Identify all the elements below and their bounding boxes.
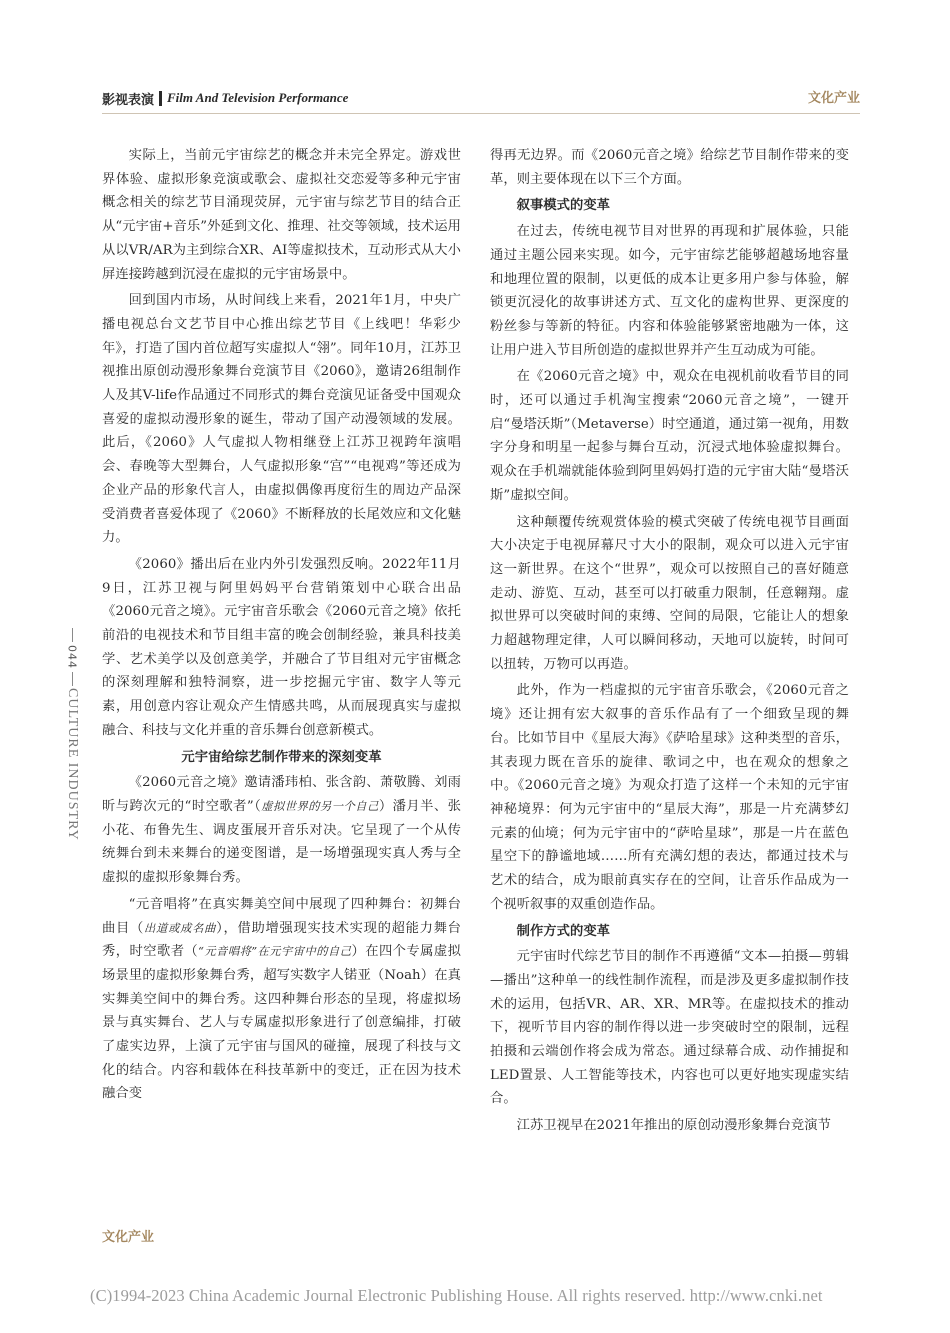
header-rule xyxy=(102,113,860,114)
section-title-cn: 影视表演 xyxy=(102,92,155,108)
side-margin xyxy=(60,628,84,841)
text-run: ）潘月半、张小花、布鲁先生、调皮蛋展开音乐对决。它呈现了一个从传统舞台到未来舞台的递变图谱，是一场增强现实真人秀与全虚拟的虚拟形象舞台秀。 xyxy=(102,798,461,886)
annotation: “元音唱将”在元宇宙中的自己 xyxy=(198,945,352,959)
footer-column-name: 文化产业 xyxy=(102,1230,155,1245)
header-divider xyxy=(159,91,162,106)
paragraph: 这种颠覆传统观赏体验的模式突破了传统电视节目画面大小决定于电视屏幕尺寸大小的限制，观众可以进入元宇宙这一新世界。在这个“世界”，观众可以按照自己的喜好随意走动、游览、互动，甚至可以打破重力限制，任意翱翔。虚拟世界可以突破时间的束缚、空间的局限，它能让人的想象力超越物理定律，人可以瞬间移动，天地可以旋转，时间可以扭转，万物可以再造。 xyxy=(490,514,849,672)
text-run: ）在四个专属虚拟场景里的虚拟形象舞台秀，超写实数字人锘亚（Noah）在真实舞美空间中的舞台秀。这四种舞台形态的呈现，将虚拟场景与真实舞台、艺人与专属虚拟形象进行了创意编排，打破了虚实边界，上演了元宇宙与国风的碰撞，展现了科技与文化的结合。内容和载体在科技革新中的变迁，正在因为技术融合变 xyxy=(102,944,461,1102)
subsection-heading: 叙事模式的变革 xyxy=(516,198,611,214)
text-run: “元音唱将”在真实舞美空间中展现了四种舞台：初舞台曲目（ xyxy=(102,896,461,936)
copyright-notice: (C)1994-2023 China Academic Journal Electronic Publishing House. All rights reserved. http://www.cnki.net xyxy=(90,1286,823,1305)
paragraph: 在过去，传统电视节目对世界的再现和扩展体验，只能通过主题公园来实现。如今，元宇宙综艺能够超越场地容量和地理位置的限制，以更低的成本让更多用户参与体验，解锁更沉浸化的故事讲述方式、互文化的虚构世界、更深度的粉丝参与等新的特征。内容和体验能够紧密地融为一体，这让用户进入节目所创造的虚拟世界并产生互动成为可能。 xyxy=(490,224,849,358)
text-run: ），借助增强现实技术实现的超能力舞台秀，时空歌者（ xyxy=(102,920,462,960)
subsection-heading: 制作方式的变革 xyxy=(516,923,611,939)
running-header xyxy=(102,88,348,108)
left-column xyxy=(102,144,461,1109)
paragraph: 在《2060元音之境》中，观众在电视机前收看节目的同时，还可以通过手机淘宝搜索“2060元音之境”，一键开启“曼塔沃斯”（Metaverse）时空通道，通过第一视角，用数字分身和明星一起参与舞台互动，沉浸式地体验虚拟舞台。观众在手机端就能体验到阿里妈妈打造的元宇宙大陆“曼塔沃斯”虚拟空间。 xyxy=(490,369,849,503)
side-rule-bottom xyxy=(72,672,73,686)
text-run: 《2060元音之境》邀请潘玮柏、张含韵、萧敬腾、刘雨昕与跨次元的“时空歌者”（ xyxy=(102,775,461,814)
annotation: 出道或成名曲 xyxy=(144,921,217,935)
section-heading: 元宇宙给综艺制作带来的深刻变革 xyxy=(181,749,382,765)
paragraph: 此外，作为一档虚拟的元宇宙音乐歌会，《2060元音之境》还让拥有宏大叙事的音乐作品有了一个细致呈现的舞台。比如节目中《星辰大海》《萨哈星球》这种类型的音乐，其表现力既在音乐的旋律、歌词之中，也在观众的想象之中。《2060元音之境》为观众打造了这样一个未知的元宇宙神秘境界：何为元宇宙中的“星辰大海”，那是一片充满梦幻元素的仙境；何为元宇宙中的“萨哈星球”，那是一片在蓝色星空下的静谧地域……所有充满幻想的表达，都通过技术与艺术的结合，成为眼前真实存在的空间，让音乐作品成为一个视听叙事的双重创造作品。 xyxy=(490,683,849,912)
paragraph xyxy=(102,771,461,890)
paragraph xyxy=(102,893,461,1106)
column-name: 文化产业 xyxy=(807,91,860,106)
section-title-en: Film And Television Performance xyxy=(167,90,349,105)
journal-name: CULTURE INDUSTRY xyxy=(65,688,80,841)
page-number: 044 xyxy=(65,645,79,669)
paragraph: 《2060》播出后在业内外引发强烈反响。2022年11月9日，江苏卫视与阿里妈妈平台营销策划中心联合出品《2060元音之境》。元宇宙音乐歌会《2060元音之境》依托前沿的电视技术和节目组丰富的晚会创制经验，兼具科技美学、艺术美学以及创意美学，并融合了节目组对元宇宙概念的深刻理解和独特洞察，进一步挖掘元宇宙、数字人等元素，用创意内容让观众产生情感共鸣，从而展现真实与虚拟融合、科技与文化并重的音乐舞台创意新模式。 xyxy=(102,556,461,738)
paragraph: 实际上，当前元宇宙综艺的概念并未完全界定。游戏世界体验、虚拟形象竞演或歌会、虚拟社交恋爱等多种元宇宙概念相关的综艺节目涌现荧屏，元宇宙与综艺节目的结合正从“元宇宙+音乐”外延到文化、推理、社交等领域，技术运用从以VR/AR为主到综合XR、AI等虚拟技术，互动形式从大小屏连接跨越到沉浸在虚拟的元宇宙场景中。 xyxy=(102,148,461,282)
paragraph: 江苏卫视早在2021年推出的原创动漫形象舞台竞演节 xyxy=(516,1118,831,1134)
paragraph: 元宇宙时代综艺节目的制作不再遵循“文本—拍摄—剪辑—播出”这种单一的线性制作流程，而是涉及更多虚拟制作技术的运用，包括VR、AR、XR、MR等。在虚拟技术的推动下，视听节目内容的制作得以进一步突破时空的限制，远程拍摄和云端创作将会成为常态。通过绿幕合成、动作捕捉和LED置景、人工智能等技术，内容也可以更好地实现虚实结合。 xyxy=(490,949,849,1107)
right-column xyxy=(490,144,849,1141)
side-rule-top xyxy=(72,628,73,642)
paragraph: 得再无边界。而《2060元音之境》给综艺节目制作带来的变革，则主要体现在以下三个方面。 xyxy=(490,148,849,187)
annotation: 虚拟世界的另一个自己 xyxy=(261,799,379,813)
paragraph: 回到国内市场，从时间线上来看，2021年1月，中央广播电视总台文艺节目中心推出综艺节目《上线吧！华彩少年》，打造了国内首位超写实虚拟人“翎”。同年10月，江苏卫视推出原创动漫形象舞台竞演节目《2060》，邀请26组制作人及其V-life作品通过不同形式的舞台竞演见证备受中国观众喜爱的虚拟动漫形象的诞生，带动了国产动漫领域的发展。此后，《2060》人气虚拟人物相继登上江苏卫视跨年演唱会、春晚等大型舞台，人气虚拟形象“宫”“电视鸡”等还成为企业产品的形象代言人，由虚拟偶像再度衍生的周边产品深受消费者喜爱体现了《2060》不断释放的长尾效应和文化魅力。 xyxy=(102,293,461,546)
